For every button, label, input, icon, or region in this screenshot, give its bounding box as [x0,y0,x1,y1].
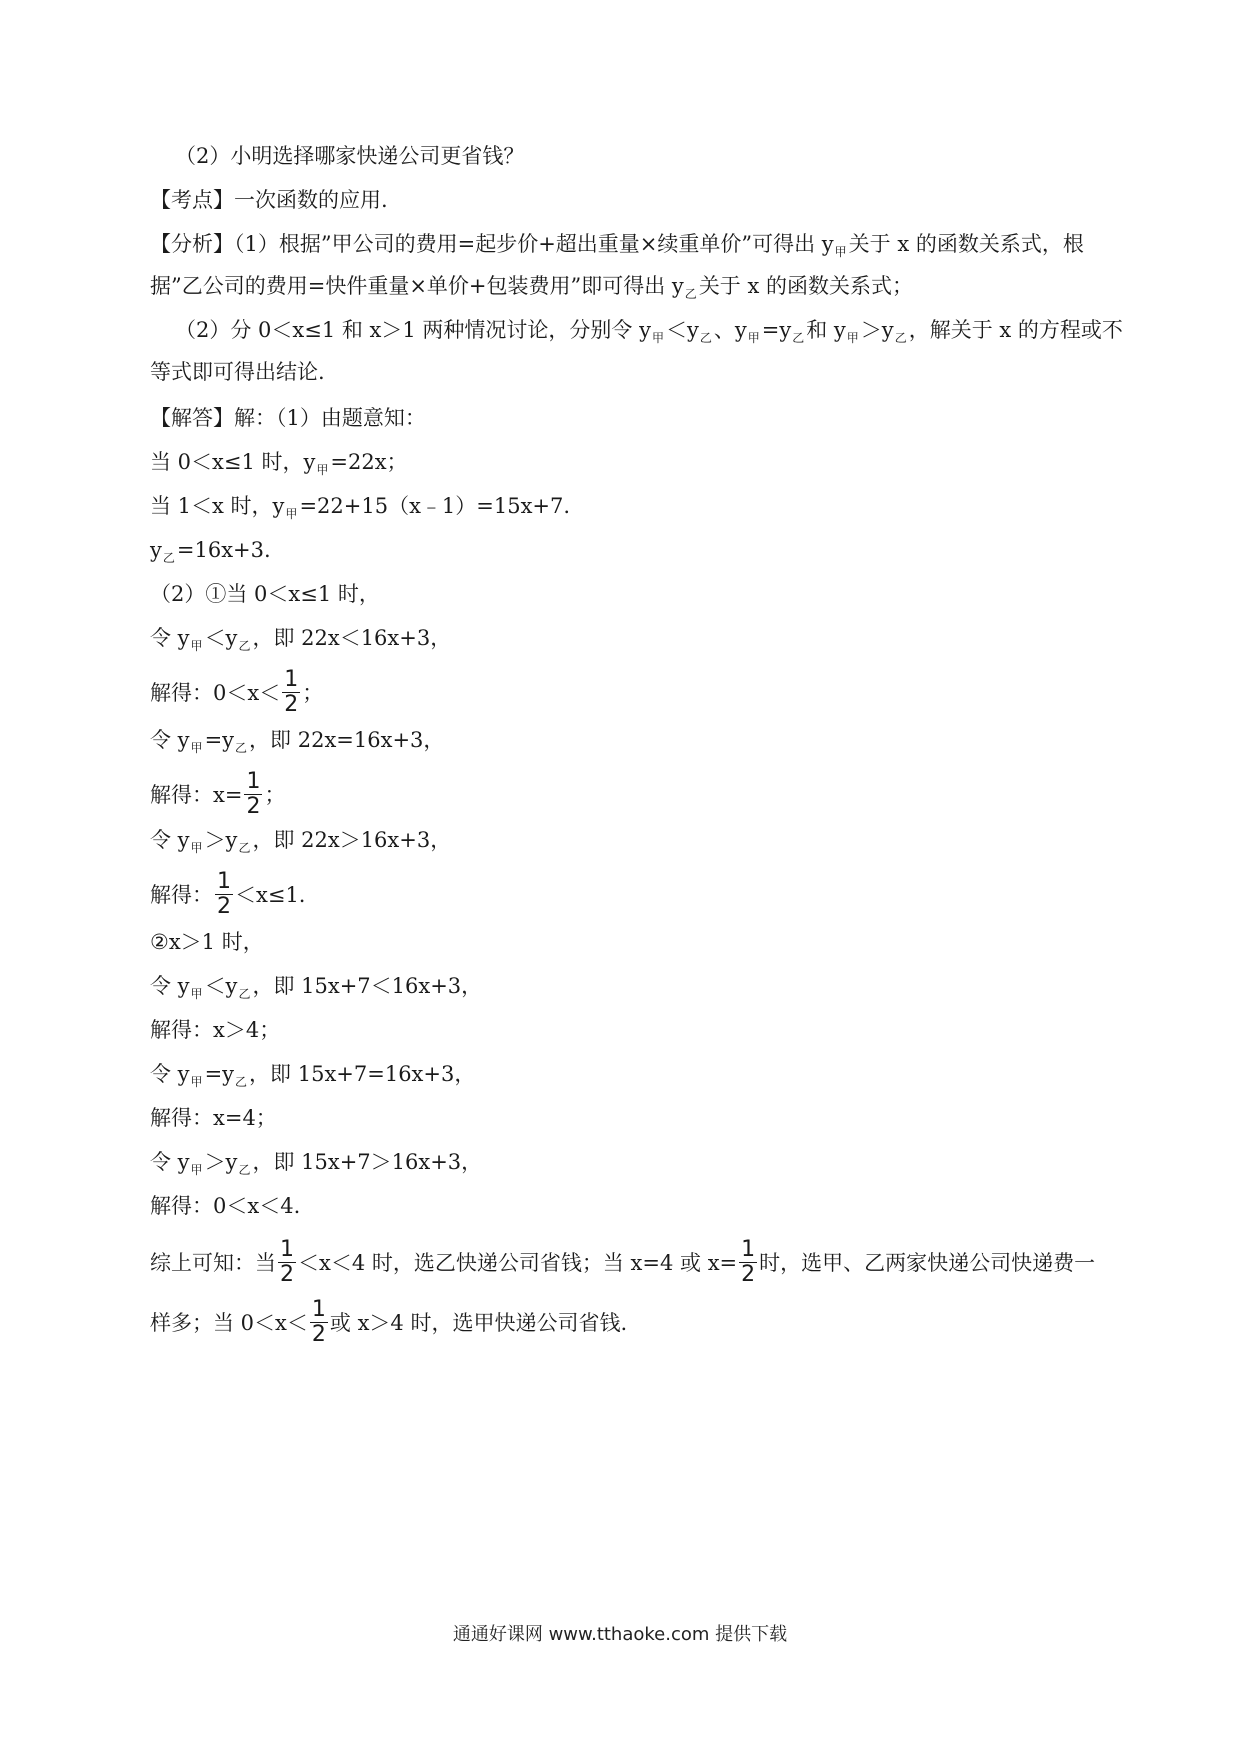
fraction: $\frac{1}{2}$ [311,1297,326,1347]
solution-line-10: 解得： $\frac{1}{2}$ ＜x≤1. [150,869,306,919]
solution-line-1: 当 0＜x≤1 时，$y_甲=22x$； [150,450,408,477]
fenxi-line-4: 等式即可得出结论. [150,360,325,384]
fenxi-line-2: 据”乙公司的费用=快件重量×单价+包装费用”即可得出 $y_乙$关于 x 的函数关系式； [150,274,914,301]
solution-line-3: $y_乙=16x+3$. [150,538,271,565]
fraction: $\frac{1}{2}$ [246,769,261,819]
solution-line-12: 令 $y_甲<y_乙$，即 15x+7＜16x+3， [150,974,483,1001]
solution-line-8: 解得：x= $\frac{1}{2}$ ； [150,769,286,819]
solution-line-16: 令 $y_甲>y_乙$，即 15x+7＞16x+3， [150,1150,483,1177]
solution-line-2: 当 1＜x 时，$y_甲=22+15(x﹣1)=15x+7$. [150,494,571,521]
solution-line-15: 解得：x=4； [150,1106,277,1130]
kaodian-line: 【考点】一次函数的应用. [150,188,388,212]
solution-line-11: ②x＞1 时， [150,930,264,954]
fraction: $\frac{1}{2}$ [217,869,231,919]
solution-line-6: 解得：0＜x＜ $\frac{1}{2}$ ； [150,667,324,717]
solution-line-7: 令 $y_甲=y_乙$，即 22x=16x+3， [150,728,445,755]
conclusion-line-2: 样多；当 0＜x＜ $\frac{1}{2}$ 或 x＞4 时，选甲快递公司省钱. [150,1297,628,1347]
fraction: $\frac{1}{2}$ [284,667,299,717]
fenxi-line-1: 【分析】（1）根据”甲公司的费用=起步价+超出重量×续重单价”可得出 $y_甲$关于 x 的函数关系式，根 [150,232,1084,259]
fraction: $\frac{1}{2}$ [741,1237,756,1287]
solution-line-4: （2）①当 0＜x≤1 时， [150,582,380,606]
solution-line-14: 令 $y_甲=y_乙$，即 15x+7=16x+3， [150,1062,476,1089]
question-2: （2）小明选择哪家快递公司更省钱？ [175,144,525,168]
solution-line-17: 解得：0＜x＜4. [150,1194,301,1218]
solution-line-13: 解得：x＞4； [150,1018,281,1042]
footer-watermark: 通通好课网 www.tthaoke.com 提供下载 [452,1624,788,1645]
jieda-line: 【解答】解：（1）由题意知： [150,406,426,430]
solution-line-5: 令 $y_甲<y_乙$，即 22x＜16x+3， [150,626,452,653]
solution-line-9: 令 $y_甲>y_乙$，即 22x＞16x+3， [150,828,452,855]
fenxi-line-3: （2）分 0＜x≤1 和 x＞1 两种情况讨论，分别令 $y_甲<y_乙$、$y_甲=y_乙$和 $y_甲>y_乙$，解关于 x 的方程或不 [175,318,1123,345]
fraction: $\frac{1}{2}$ [280,1237,294,1287]
conclusion-line-1: 综上可知：当 $\frac{1}{2}$ ＜x＜4 时，选乙快递公司省钱；当 x=4 或 x= $\frac{1}{2}$ 时，选甲、乙两家快递公司快递费一 [150,1237,1096,1287]
